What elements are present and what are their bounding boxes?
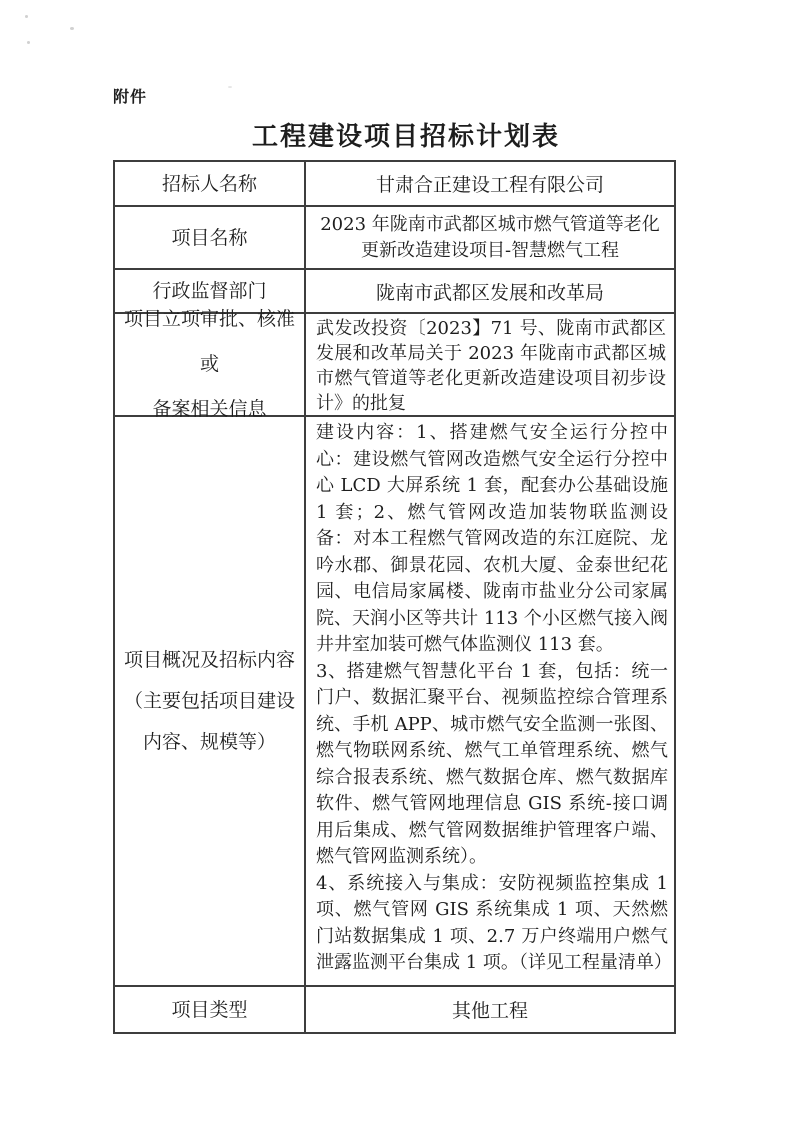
scan-artifact xyxy=(27,41,30,44)
row-value: 其他工程 xyxy=(451,1000,528,1022)
row-value xyxy=(306,417,674,985)
table-row-project-name xyxy=(115,207,674,270)
table-row-project-type xyxy=(115,987,674,1032)
bidding-plan-table xyxy=(113,160,676,1034)
overview-paragraph-1: 建设内容：1、搭建燃气安全运行分控中心：建设燃气管网改造燃气安全运行分控中心 LCD 大屏系统 1 套，配套办公基础设施 1 套；2、燃气管网改造加装物联监测设备：对本工程燃气管网改造的东江庭院、龙吟水郡、御景花园、农机大厦、金泰世纪花园、电信局家属楼、陇南市盐业分公司家属院、天润小区等共计 113 个小区燃气接入阀井井室加装可燃气体监测仪 113 套。 xyxy=(316,422,668,655)
row-label-line: 内容、规模等） xyxy=(142,730,276,753)
row-label xyxy=(115,417,306,985)
row-value: 武发改投资〔2023】71 号、陇南市武都区发展和改革局关于 2023 年陇南市武都区城市燃气管道等老化更新改造建设项目初步设计》的批复 xyxy=(316,318,666,414)
table-row-approval-info xyxy=(115,308,674,420)
overview-paragraph-3: 4、系统接入与集成：安防视频监控集成 1 项、燃气管网 GIS 系统集成 1 项、天然燃门站数据集成 1 项、2.7 万户终端用户燃气泄露监测平台集成 1 项。（详见工程量清单） xyxy=(316,872,672,973)
row-value: 甘肃合正建设工程有限公司 xyxy=(375,174,604,196)
attachment-label: 附件 xyxy=(113,87,148,106)
scan-artifact xyxy=(228,86,232,88)
row-label-line: 项目概况及招标内容 xyxy=(123,648,295,671)
row-label xyxy=(115,308,306,420)
scan-artifact xyxy=(70,27,74,30)
table-row-bidder-name xyxy=(115,162,674,207)
row-label: 行政监督部门 xyxy=(115,270,306,312)
page-title: 工程建设项目招标计划表 xyxy=(251,122,560,152)
row-label: 项目类型 xyxy=(115,987,306,1032)
overview-paragraph-2: 3、搭建燃气智慧化平台 1 套，包括：统一门户、数据汇聚平台、视频监控综合管理系统、手机 APP、城市燃气安全监测一张图、燃气物联网系统、燃气工单管理系统、燃气综合报表系统、燃气数据仓库、燃气数据库软件、燃气管网地理信息 GIS 系统-接口调用后集成、燃气管网数据维护管理客户端、燃气管网监测系统）。 xyxy=(316,660,668,867)
scan-artifact xyxy=(25,15,28,18)
row-label-line: 备案相关信息 xyxy=(152,398,267,420)
row-label: 招标人名称 xyxy=(115,162,306,205)
row-value: 陇南市武都区发展和改革局 xyxy=(375,281,604,304)
table-row-project-overview xyxy=(115,417,674,987)
row-value: 2023 年陇南市武都区城市燃气管道等老化更新改造建设项目-智慧燃气工程 xyxy=(320,213,660,261)
row-label: 项目名称 xyxy=(115,207,306,268)
row-label-line: 项目立项审批、核准或 xyxy=(123,308,295,375)
row-label-line: （主要包括项目建设 xyxy=(123,689,295,712)
